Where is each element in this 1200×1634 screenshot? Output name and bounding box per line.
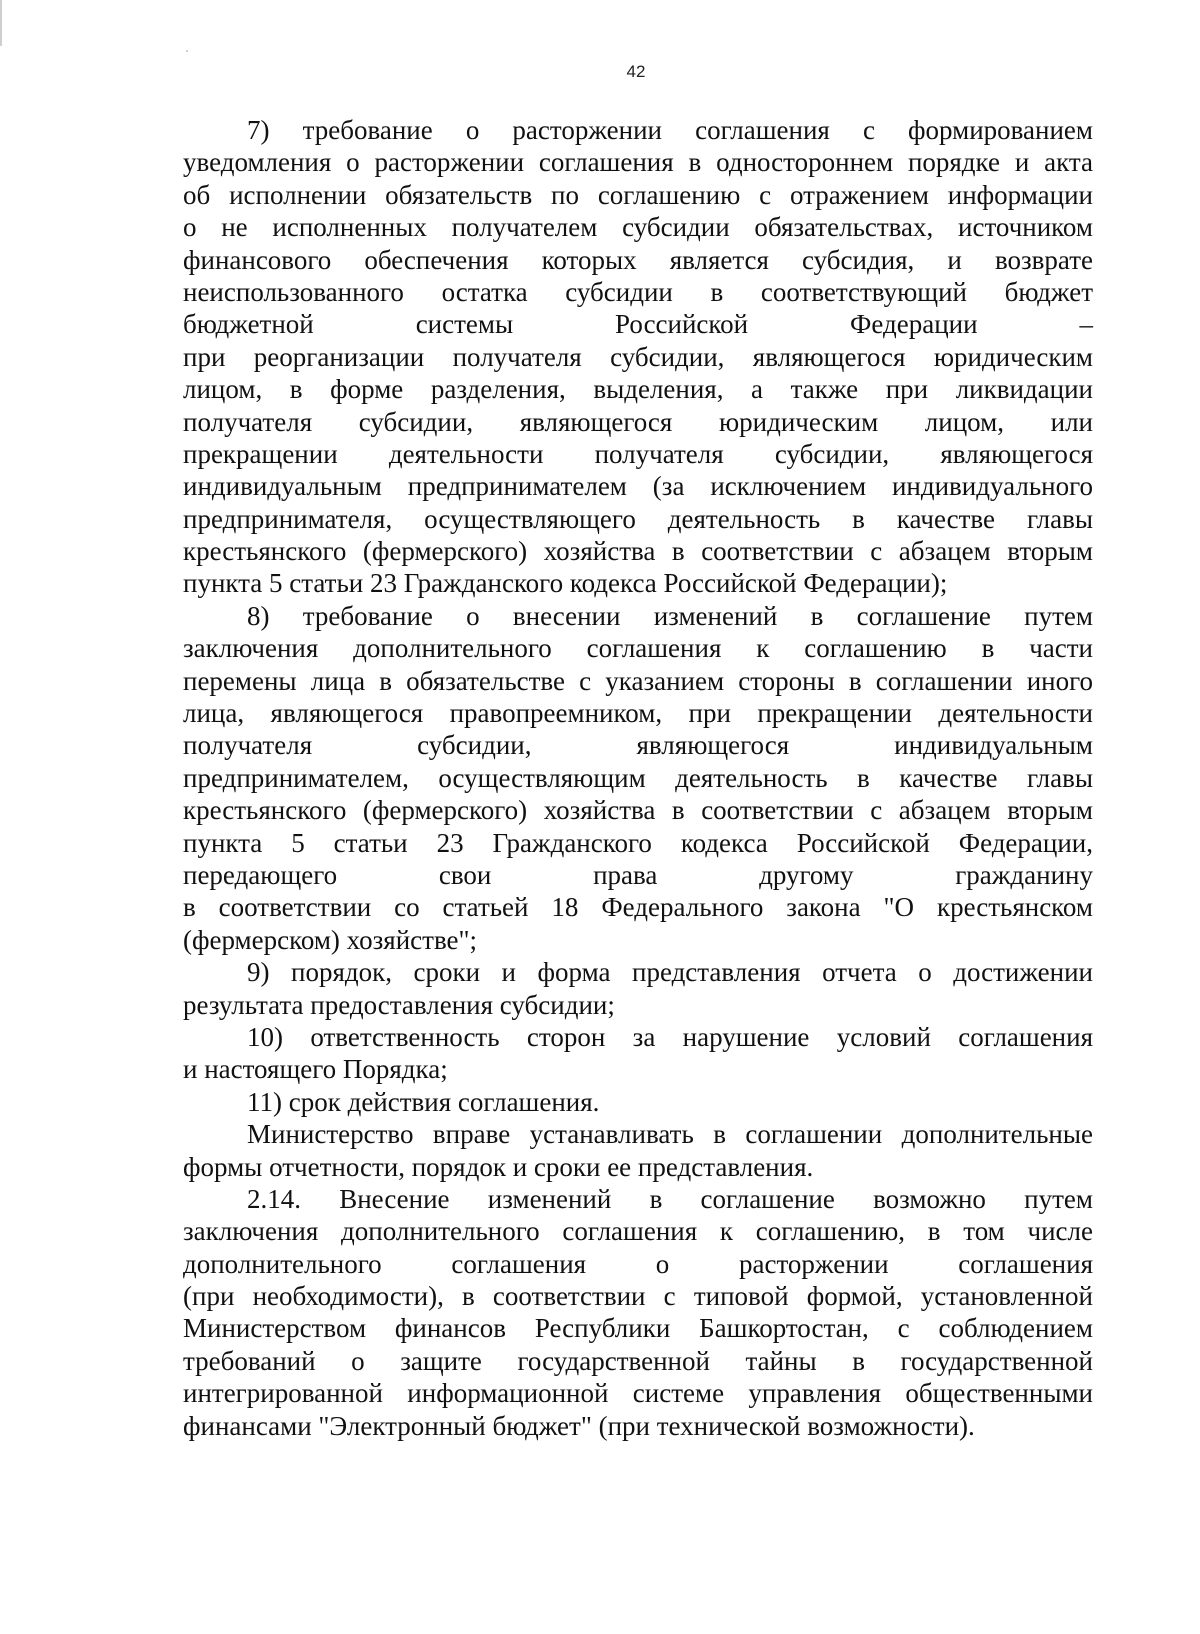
text-line: интегрированной информационной системе управления общественными (183, 1378, 1093, 1409)
document-body (183, 114, 1093, 1442)
text-line: в соответствии со статьей 18 Федерального закона "О крестьянском (183, 892, 1093, 923)
text-line: 2.14. Внесение изменений в соглашение возможно путем (247, 1183, 1093, 1214)
text-line: финансового обеспечения которых является субсидия, и возврате (183, 244, 1093, 275)
text-line: 10) ответственность сторон за нарушение условий соглашения (247, 1021, 1093, 1052)
text-line: 7) требование о расторжении соглашения с формированием (247, 115, 1093, 145)
scan-edge-mark-left (0, 0, 2, 46)
page-number: 42 (626, 62, 646, 81)
text-line: уведомления о расторжении соглашения в одностороннем порядке и акта (183, 147, 1093, 178)
text-line: перемены лица в обязательстве с указанием стороны в соглашении иного (183, 665, 1093, 696)
text-line: Министерство вправе устанавливать в соглашении дополнительные (247, 1119, 1093, 1150)
text-line: предпринимателя, осуществляющего деятельность в качестве главы (183, 503, 1093, 534)
text-line: прекращении деятельности получателя субсидии, являющегося (183, 438, 1093, 469)
text-line: (при необходимости), в соответствии с типовой формой, установленной (183, 1281, 1093, 1312)
text-line: пункта 5 статьи 23 Гражданского кодекса Российской Федерации, (183, 827, 1093, 858)
text-line: индивидуальным предпринимателем (за исключением индивидуального (183, 471, 1093, 502)
text-line: 8) требование о внесении изменений в соглашение путем (247, 600, 1093, 631)
text-line: заключения дополнительного соглашения к соглашению в части (183, 633, 1093, 664)
text-line: получателя субсидии, являющегося юридическим лицом, или (183, 406, 1093, 437)
text-line: получателя субсидии, являющегося индивидуальным (183, 730, 1093, 761)
text-line: бюджетной системы Российской Федерации – (183, 309, 1093, 340)
text-line: дополнительного соглашения о расторжении соглашения (183, 1248, 1093, 1279)
text-line: неиспользованного остатка субсидии в соответствующий бюджет (183, 276, 1093, 307)
text-line: предпринимателем, осуществляющим деятельность в качестве главы (183, 762, 1093, 793)
text-line: при реорганизации получателя субсидии, являющегося юридическим (183, 341, 1093, 372)
text-line: крестьянского (фермерского) хозяйства в соответствии с абзацем вторым (183, 795, 1093, 826)
text-line: 9) порядок, сроки и форма представления отчета о достижении (247, 957, 1093, 988)
text-line: результата предоставления субсидии; (183, 989, 615, 1020)
text-line: и настоящего Порядка; (183, 1054, 448, 1085)
text-line: о не исполненных получателем субсидии обязательствах, источником (183, 212, 1093, 243)
text-line: пункта 5 статьи 23 Гражданского кодекса Российской Федерации); (183, 568, 948, 599)
scan-dot-mark (186, 50, 188, 52)
text-line: об исполнении обязательств по соглашению с отражением информации (183, 179, 1093, 210)
text-line: (фермерском) хозяйстве"; (183, 924, 478, 955)
text-line: финансами "Электронный бюджет" (при технической возможности). (183, 1410, 975, 1441)
text-line: лицом, в форме разделения, выделения, а также при ликвидации (183, 374, 1093, 405)
text-line: формы отчетности, порядок и сроки ее представления. (183, 1151, 814, 1182)
text-line: передающего свои права другому гражданину (183, 859, 1093, 890)
text-line: крестьянского (фермерского) хозяйства в соответствии с абзацем вторым (183, 536, 1093, 567)
text-line: лица, являющегося правопреемником, при прекращении деятельности (183, 698, 1093, 729)
text-line: Министерством финансов Республики Башкортостан, с соблюдением (183, 1313, 1093, 1344)
text-line: заключения дополнительного соглашения к соглашению, в том числе (183, 1216, 1093, 1247)
text-line: требований о защите государственной тайны в государственной (183, 1345, 1093, 1376)
text-line: 11) срок действия соглашения. (247, 1086, 600, 1117)
